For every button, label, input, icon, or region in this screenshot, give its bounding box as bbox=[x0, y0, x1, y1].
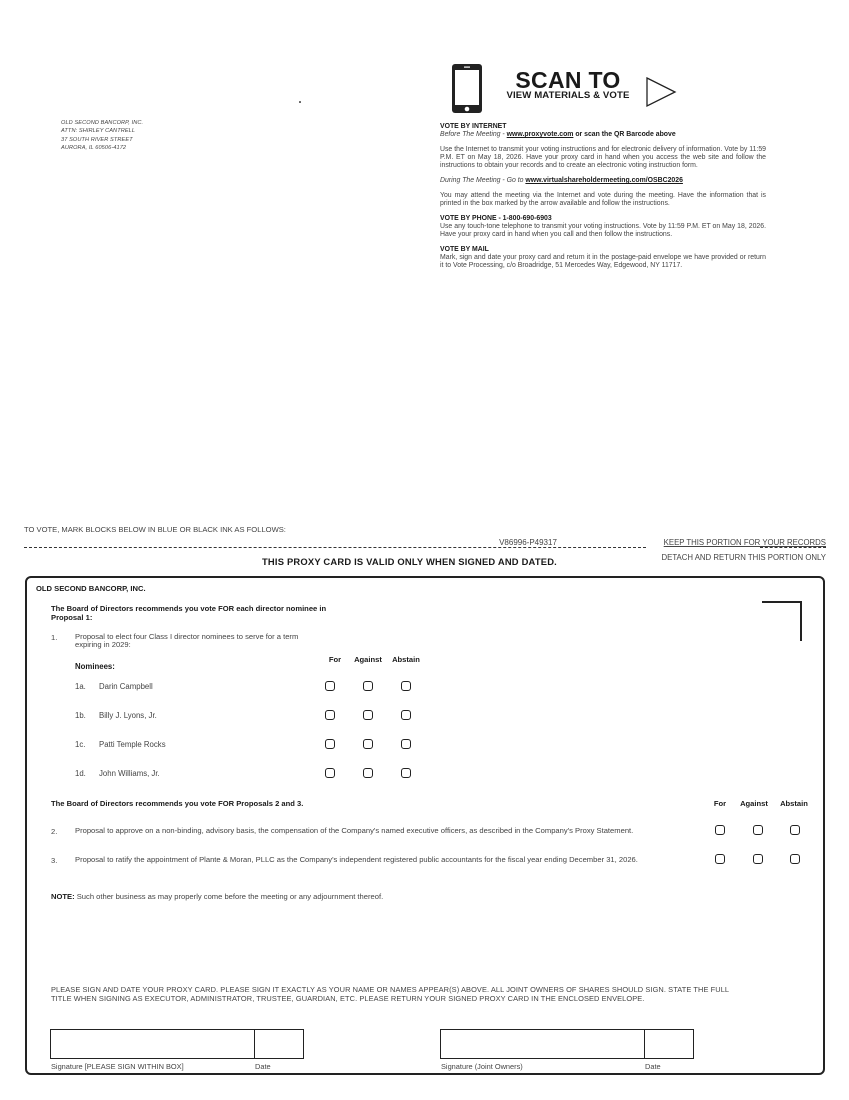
note-text: Such other business as may properly come before the meeting or any adjournment thereof. bbox=[74, 892, 384, 901]
phone-body: Use any touch-tone telephone to transmit your voting instructions. Vote by 11:59 P.M. ET on May 18, 2026. Have your proxy card in hand when you call and then follow the instructions. bbox=[440, 223, 766, 238]
detach-line-end bbox=[760, 547, 826, 548]
mail-body: Mark, sign and date your proxy card and return it in the postage-paid envelope we have provided or return it to Vote Processing, c/o Broadridge, 51 Mercedes Way, Edgewood, NY 11717. bbox=[440, 254, 766, 269]
internet-before-line: Before The Meeting - www.proxyvote.com or scan the QR Barcode above bbox=[440, 131, 676, 138]
nominee-name: Darin Campbell bbox=[99, 682, 153, 691]
company-name: OLD SECOND BANCORP, INC. bbox=[36, 584, 146, 593]
column-against: Against bbox=[740, 799, 768, 808]
date-box[interactable] bbox=[254, 1029, 304, 1059]
vote-abstain-checkbox[interactable] bbox=[790, 825, 800, 835]
return-address bbox=[61, 119, 143, 152]
vote-for-checkbox[interactable] bbox=[325, 681, 335, 691]
column-against: Against bbox=[354, 655, 382, 664]
keep-portion-label: KEEP THIS PORTION FOR YOUR RECORDS bbox=[663, 538, 826, 547]
vote-abstain-checkbox[interactable] bbox=[401, 768, 411, 778]
ink-instructions: TO VOTE, MARK BLOCKS BELOW IN BLUE OR BLACK INK AS FOLLOWS: bbox=[24, 525, 286, 534]
address-line: 37 SOUTH RIVER STREET bbox=[61, 136, 133, 143]
date-label: Date bbox=[255, 1062, 271, 1071]
column-for: For bbox=[713, 799, 727, 808]
address-line: AURORA, IL 60506-4172 bbox=[61, 144, 127, 151]
joint-signature-box[interactable] bbox=[440, 1029, 645, 1059]
note bbox=[51, 892, 383, 901]
voting-instructions bbox=[440, 123, 766, 277]
nominee-name: Billy J. Lyons, Jr. bbox=[99, 711, 157, 720]
vote-abstain-checkbox[interactable] bbox=[401, 710, 411, 720]
board-recommendation-1: The Board of Directors recommends you vote FOR each director nominee in Proposal 1: bbox=[51, 604, 327, 622]
vote-for-checkbox[interactable] bbox=[325, 710, 335, 720]
scan-subtitle: VIEW MATERIALS & VOTE bbox=[506, 90, 630, 101]
vote-abstain-checkbox[interactable] bbox=[401, 739, 411, 749]
proxy-card bbox=[25, 576, 825, 1075]
proposal-2-text: Proposal to approve on a non-binding, advisory basis, the compensation of the Company's named executive officers, as described in the Company's Proxy Statement. bbox=[75, 826, 634, 835]
proposal-3-text: Proposal to ratify the appointment of Plante & Moran, PLLC as the Company's independent registered public accountants for the fiscal year ending December 31, 2026. bbox=[75, 855, 638, 864]
internet-during-line: During The Meeting - Go to www.virtualshareholdermeeting.com/OSBC2026 bbox=[440, 177, 683, 184]
smartphone-icon bbox=[451, 63, 483, 114]
printer-dot bbox=[299, 101, 301, 103]
nominee-name: Patti Temple Rocks bbox=[99, 740, 166, 749]
nominee-id: 1d. bbox=[75, 769, 86, 778]
joint-date-label: Date bbox=[645, 1062, 661, 1071]
corner-crop-mark bbox=[762, 601, 802, 641]
address-line: OLD SECOND BANCORP, INC. bbox=[61, 120, 144, 126]
vote-abstain-checkbox[interactable] bbox=[790, 854, 800, 864]
proposal-1-number: 1. bbox=[51, 633, 58, 642]
proxyvote-link[interactable]: www.proxyvote.com bbox=[506, 131, 574, 138]
phone-heading: VOTE BY PHONE - 1-800-690-6903 bbox=[440, 215, 552, 222]
nominees-label: Nominees: bbox=[75, 662, 115, 671]
column-abstain: Abstain bbox=[392, 655, 420, 664]
detach-portion-label: DETACH AND RETURN THIS PORTION ONLY bbox=[661, 553, 826, 562]
internet-heading: VOTE BY INTERNET bbox=[440, 123, 507, 130]
vote-for-checkbox[interactable] bbox=[325, 739, 335, 749]
signature-label: Signature [PLEASE SIGN WITHIN BOX] bbox=[51, 1062, 184, 1071]
vote-for-checkbox[interactable] bbox=[325, 768, 335, 778]
virtual-meeting-link[interactable]: www.virtualshareholdermeeting.com/OSBC2026 bbox=[525, 177, 683, 184]
vote-against-checkbox[interactable] bbox=[363, 681, 373, 691]
control-number: V86996-P49317 bbox=[480, 538, 576, 547]
nominee-id: 1a. bbox=[75, 682, 86, 691]
vote-against-checkbox[interactable] bbox=[753, 825, 763, 835]
play-arrow-icon bbox=[645, 76, 677, 108]
board-recommendation-2: The Board of Directors recommends you vote FOR Proposals 2 and 3. bbox=[51, 799, 304, 808]
vote-against-checkbox[interactable] bbox=[363, 739, 373, 749]
internet-during-body: You may attend the meeting via the Internet and vote during the meeting. Have the information that is printed in the box marked by the arrow available and follow the instructions. bbox=[440, 192, 766, 207]
signing-instructions: PLEASE SIGN AND DATE YOUR PROXY CARD. PLEASE SIGN IT EXACTLY AS YOUR NAME OR NAMES APPEAR(S) ABOVE. ALL JOINT OWNERS OF SHARES SHOULD SIGN. STATE THE FULL TITLE WHEN SIGNING AS EXECUTOR, ADMINISTRATOR, TRUSTEE, GUARDIAN, ETC. PLEASE RETURN YOUR SIGNED PROXY CARD IN THE ENCLOSED ENVELOPE. bbox=[51, 985, 729, 1003]
column-abstain: Abstain bbox=[780, 799, 808, 808]
vote-against-checkbox[interactable] bbox=[753, 854, 763, 864]
joint-signature-label: Signature (Joint Owners) bbox=[441, 1062, 523, 1071]
vote-against-checkbox[interactable] bbox=[363, 768, 373, 778]
proposal-1-text: Proposal to elect four Class I director nominees to serve for a term expiring in 2029: bbox=[75, 632, 299, 650]
vote-for-checkbox[interactable] bbox=[715, 854, 725, 864]
joint-date-box[interactable] bbox=[644, 1029, 694, 1059]
proposal-3-number: 3. bbox=[51, 856, 58, 865]
signature-box[interactable] bbox=[50, 1029, 255, 1059]
nominee-id: 1c. bbox=[75, 740, 86, 749]
address-line: ATTN: SHIRLEY CANTRELL bbox=[61, 128, 136, 135]
column-for: For bbox=[328, 655, 342, 664]
mail-heading: VOTE BY MAIL bbox=[440, 246, 489, 253]
vote-abstain-checkbox[interactable] bbox=[401, 681, 411, 691]
detach-line bbox=[24, 547, 646, 548]
note-label: NOTE: bbox=[51, 892, 75, 901]
proposal-2-number: 2. bbox=[51, 827, 58, 836]
scan-title: SCAN TO bbox=[515, 67, 621, 93]
valid-notice: THIS PROXY CARD IS VALID ONLY WHEN SIGNED AND DATED. bbox=[262, 556, 557, 567]
nominee-name: John Williams, Jr. bbox=[99, 769, 160, 778]
nominee-id: 1b. bbox=[75, 711, 86, 720]
vote-for-checkbox[interactable] bbox=[715, 825, 725, 835]
internet-body: Use the Internet to transmit your voting instructions and for electronic delivery of information. Vote by 11:59 P.M. ET on May 18, 2026. Have your proxy card in hand when you access the web site and follow the instructions to obtain your records and to create an electronic voting instruction form. bbox=[440, 146, 766, 169]
vote-against-checkbox[interactable] bbox=[363, 710, 373, 720]
scan-heading bbox=[493, 67, 643, 101]
